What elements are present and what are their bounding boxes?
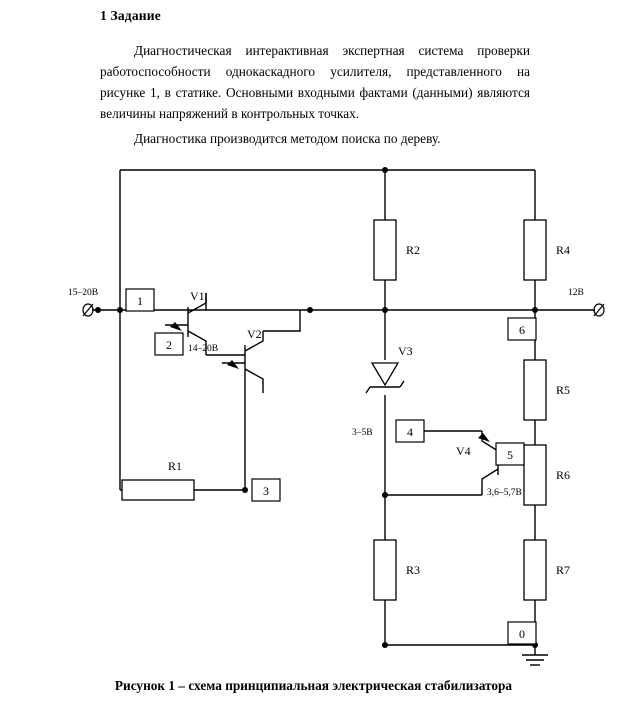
zener-v3-bar-right-tick bbox=[400, 381, 404, 387]
resistor-r7-body bbox=[524, 540, 546, 600]
junction-dot-mid-v4 bbox=[382, 492, 388, 498]
junction-dot-rail-r2 bbox=[382, 307, 388, 313]
label-r1: R1 bbox=[168, 459, 183, 473]
label-r5: R5 bbox=[556, 383, 571, 397]
junction-dot-output bbox=[532, 307, 538, 313]
label-r7: R7 bbox=[556, 563, 571, 577]
paragraph-task-description: Диагностическая интерактивная экспертная система проверки работоспособности однокаскадного усилителя, представленного на рисунке 1, в статике. Основными входными фактами (данными) являются величины напряжений в контрольных точках. bbox=[100, 43, 530, 121]
test-point-4-label: 4 bbox=[407, 425, 413, 439]
junction-dot-input bbox=[95, 307, 101, 313]
resistor-r2-body bbox=[374, 220, 396, 280]
label-r3: R3 bbox=[406, 563, 421, 577]
transistor-v2-emitter bbox=[245, 369, 263, 393]
zener-v3-triangle bbox=[372, 363, 398, 385]
resistor-r1-body bbox=[122, 480, 194, 500]
resistor-r4-body bbox=[524, 220, 546, 280]
transistor-v1-arrow bbox=[170, 322, 182, 331]
label-v1: V1 bbox=[190, 289, 205, 303]
test-point-1-label: 1 bbox=[137, 294, 143, 308]
junction-dot-gnd-mid bbox=[382, 642, 388, 648]
junction-dot-node3 bbox=[242, 487, 248, 493]
zener-v3-bar-left-tick bbox=[366, 387, 370, 393]
label-point2-voltage: 14–20В bbox=[188, 344, 219, 354]
transistor-v4-arrow bbox=[478, 433, 490, 442]
resistor-r6-body bbox=[524, 445, 546, 505]
label-r6: R6 bbox=[556, 468, 571, 482]
wire-v2-collector-to-rail bbox=[263, 310, 300, 331]
transistor-v2-arrow bbox=[227, 360, 239, 369]
figure-caption: Рисунок 1 – схема принципиальная электрическая стабилизатора bbox=[114, 678, 513, 693]
circuit-schematic bbox=[0, 155, 627, 675]
test-point-0-label: 0 bbox=[519, 627, 525, 641]
label-v3: V3 bbox=[398, 344, 413, 358]
page-title: 1 Задание bbox=[100, 8, 161, 23]
junction-dot-top-mid bbox=[382, 167, 388, 173]
label-v4: V4 bbox=[456, 444, 471, 458]
label-point4-voltage: 3–5В bbox=[352, 428, 373, 438]
label-r2: R2 bbox=[406, 243, 421, 257]
label-r4: R4 bbox=[556, 243, 571, 257]
paragraph-diagnostic-method: Диагностика производится методом поиска по дереву. bbox=[134, 131, 441, 146]
resistor-r3-body bbox=[374, 540, 396, 600]
test-point-2-label: 2 bbox=[166, 338, 172, 352]
test-point-3-label: 3 bbox=[263, 484, 269, 498]
junction-dot-rail-mid bbox=[307, 307, 313, 313]
label-v2: V2 bbox=[247, 327, 262, 341]
junction-dot-left-rail bbox=[117, 307, 123, 313]
label-point5-voltage: 3,6–5,7В bbox=[487, 488, 522, 498]
label-input-voltage: 15–20В bbox=[68, 288, 99, 298]
resistor-r5-body bbox=[524, 360, 546, 420]
label-output-voltage: 12В bbox=[568, 288, 584, 298]
test-point-6-label: 6 bbox=[519, 323, 525, 337]
test-point-5-label: 5 bbox=[507, 448, 513, 462]
